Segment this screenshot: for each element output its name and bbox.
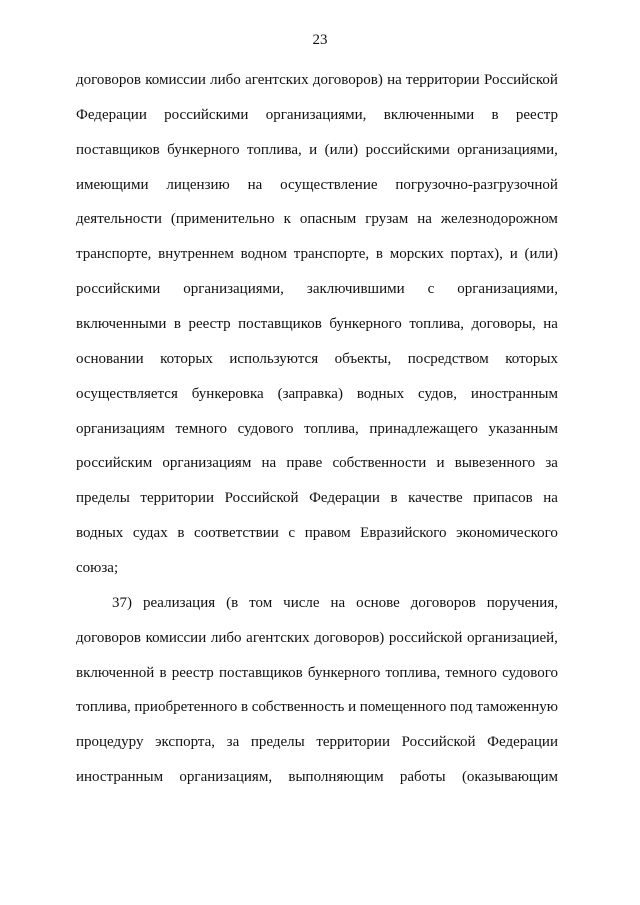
text-line: Федерации российскими организациями, включенными в реестр	[76, 106, 558, 123]
text-line: водных судах в соответствии с правом Евразийского экономического	[76, 525, 558, 541]
text-line: транспорте, внутреннем водном транспорте, в морских портах), и (или)	[76, 246, 558, 263]
text-line: основании которых используются объекты, посредством которых	[76, 350, 558, 367]
text-line: договоров комиссии либо агентских договоров) на территории Российской	[76, 72, 558, 88]
text-line: организациям темного судового топлива, принадлежащего указанным	[76, 420, 558, 437]
text-line: договоров комиссии либо агентских договоров) российской организацией,	[76, 629, 558, 646]
text-line: деятельности (применительно к опасным грузам на железнодорожном	[76, 211, 558, 228]
text-line: пределы территории Российской Федерации в качестве припасов на	[76, 490, 558, 507]
text-line: 37) реализация (в том числе на основе договоров поручения,	[112, 594, 558, 611]
text-line: топлива, приобретенного в собственность и помещенного под таможенную	[76, 699, 558, 716]
text-line: поставщиков бункерного топлива, и (или) российскими организациями,	[76, 141, 558, 158]
text-line: процедуру экспорта, за пределы территории Российской Федерации	[76, 734, 558, 751]
text-line: включенной в реестр поставщиков бункерного топлива, темного судового	[76, 664, 558, 681]
text-line: включенными в реестр поставщиков бункерного топлива, договоры, на	[76, 316, 558, 332]
text-line: иностранным организациям, выполняющим работы (оказывающим	[76, 769, 558, 785]
text-line: осуществляется бункеровка (заправка) водных судов, иностранным	[76, 385, 558, 402]
text-line: союза;	[76, 559, 119, 576]
text-line: имеющими лицензию на осуществление погрузочно-разгрузочной	[76, 176, 558, 193]
text-line: российскими организациями, заключившими с организациями,	[76, 281, 558, 298]
page-number: 23	[312, 32, 328, 48]
text-line: российским организациям на праве собственности и вывезенного за	[76, 455, 558, 472]
